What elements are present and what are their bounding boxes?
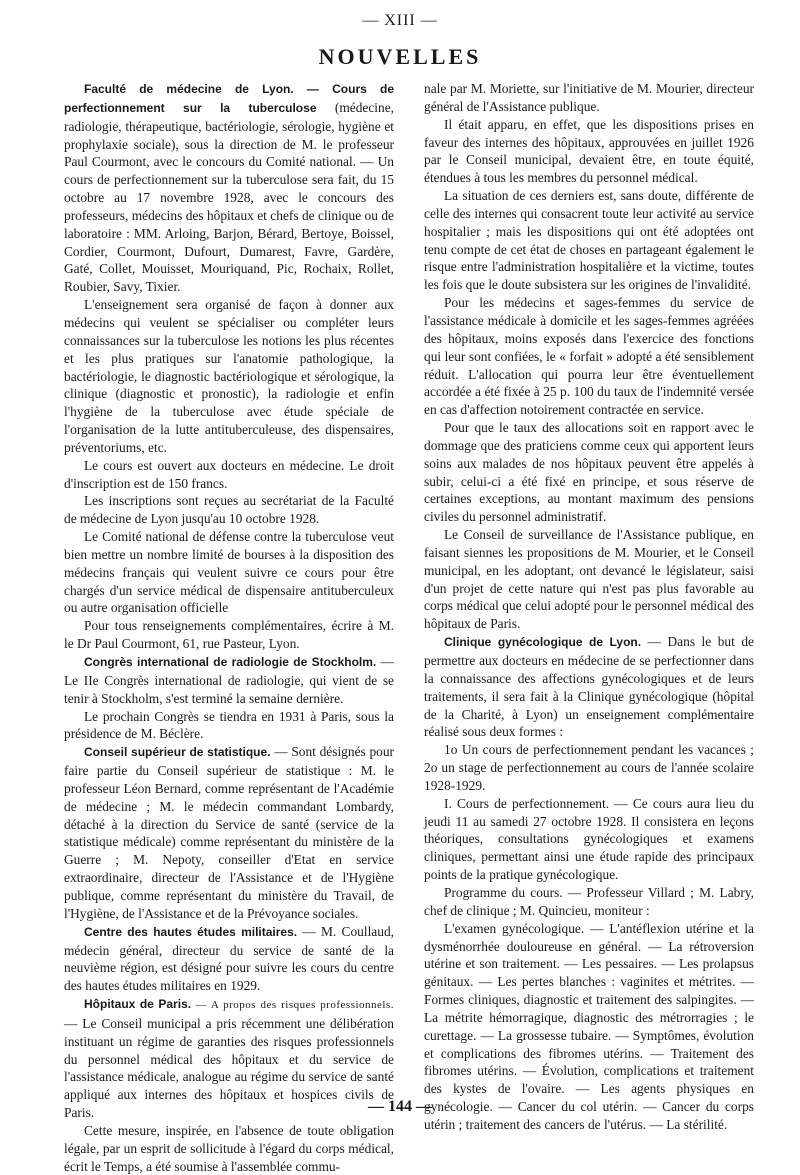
congres-heading: Congrès international de radiologie de Stockholm. — [84, 655, 377, 669]
centre-heading: Centre des hautes études militaires. — [84, 924, 298, 939]
hopitaux-text: — Le Conseil municipal a pris récemment une délibération instituant un régime de garanties des risques professionnels du personnel médical des hôpitaux et du service de l'assistance médicale, analogue au régime du service de santé appliqué aux internes des hôpitaux et hospices civils de Paris. — [64, 1015, 394, 1121]
clinique-paragraph-2: 1o Un cours de perfectionnement pendant les vacances ; 2o un stage de perfectionnement au cours de l'année scolaire 1928-1929. — [424, 742, 754, 793]
right-paragraph-6: Le Conseil de surveillance de l'Assistance publique, en faisant siennes les propositions de M. Mourier, et le Conseil municipal, en les adoptant, ont devancé le législateur, saisi d'un projet de cette nature qui n'est pas plus favorable au corps médical que celui adopté pour le personnel médical des hôpitaux de Paris. — [424, 527, 754, 632]
faculte-paragraph-3: Le cours est ouvert aux docteurs en médecine. Le droit d'inscription est de 150 francs. — [64, 457, 394, 491]
faculte-article — [64, 80, 394, 296]
clinique-text: — Dans le but de permettre aux docteurs en médecine de se perfectionner dans la connaissance des affections gynécologiques et de leurs traitements, il sera fait à la Clinique gynécologique (hôpital de la Charité, à Lyon) un enseignement complémentaire réalisé sous deux formes : — [424, 634, 754, 740]
faculte-heading: Faculté de médecine de Lyon. — Cours de perfectionnement sur la tuberculose — [64, 82, 394, 115]
clinique-article — [424, 633, 754, 741]
faculte-text: (médecine, radiologie, thérapeutique, bactériologie, sérologie, hygiène et prophylaxie sociale), sous la direction de M. le professeur Paul Courmont, avec le concours du Comité national. — Un cours de perfectionnement sur la tuberculose sera fait, du 15 octobre au 17 novembre 1928, avec le concours des professeurs, médecins des hôpitaux et chefs de clinique ou de laboratoire : MM. Arloing, Barjon, Bérard, Bertoye, Boissel, Cordier, Courmont, Dufourt, Dumarest, Favre, Gardère, Gaté, Collet, Mouisset, Mouriquand, Pic, Rochaix, Rollet, Roubier, Savy, Tixier. — [64, 99, 394, 295]
conseil-article — [64, 743, 394, 922]
page-number: — 144 — — [368, 1098, 432, 1115]
hopitaux-paragraph-2: Cette mesure, inspirée, en l'absence de toute obligation légale, par un esprit de sollicitude à l'égard du corps médical, écrit le Temps, a été soumise à l'assemblée commu- — [64, 1122, 394, 1174]
faculte-paragraph-4: Les inscriptions sont reçues au secrétariat de la Faculté de médecine de Lyon jusqu'au 10 octobre 1928. — [64, 493, 394, 527]
congres-article — [64, 653, 394, 708]
right-paragraph-3: La situation de ces derniers est, sans doute, différente de celle des internes qui consacrent toute leur activité au service hospitalier ; mais les dispositions qui ont été adoptées ont tenu compte de cet état de choses en partageant également le risque entre l'administration hospitalière et la victime, toutes les fois que le doute subsistera sur les origines de l'invalidité. — [424, 188, 754, 293]
faculte-paragraph-5: Le Comité national de défense contre la tuberculose veut bien mettre un nombre limité de bourses à la disposition des médecins français qui veulent suivre ce cours pour être chargés d'un service médical de dispensaire antituberculeux ou autre organisation officielle — [64, 529, 394, 616]
faculte-paragraph-6: Pour tous renseignements complémentaires, écrire à M. le Dr Paul Courmont, 61, rue Pasteur, Lyon. — [64, 618, 394, 652]
conseil-heading: Conseil supérieur de statistique. — [84, 745, 271, 760]
faculte-paragraph-2: L'enseignement sera organisé de façon à donner aux médecins qui veulent se spécialiser ou compléter leurs connaissances sur la tuberculose les notions les plus récentes et les plus pratiques sur l'anatomie pathologique, la bactériologie, le diagnostic bactériologique et sérologique, la clinique (diagnostic et pronostic), la radiologie et enfin l'hygiène de la tuberculose avec étude spéciale de l'organisation de la lutte antituberculeuse, des dispensaires, préventoriums, etc. — [64, 297, 394, 455]
clinique-heading: Clinique gynécologique de Lyon. — [444, 635, 642, 650]
cours-paragraph: I. Cours de perfectionnement. — Ce cours aura lieu du jeudi 11 au samedi 27 octobre 1928. Il consistera en leçons théoriques, consultations gynécologiques et examens cliniques, permettant ainsi une étude rapide des principaux points de la pratique gynécologique. — [424, 795, 754, 883]
hopitaux-continuation: nale par M. Moriette, sur l'initiative de M. Mourier, directeur général de l'Assistance publique. — [424, 81, 754, 114]
right-paragraph-5: Pour que le taux des allocations soit en rapport avec le dommage que des praticiens comme ceux qui apportent leurs soins aux malades de nos hôpitaux peuvent être appelés à subir, celui-ci a été fixé en principe, et sous réserve de certaines exceptions, au montant maximum des pensions civiles du personnel administratif. — [424, 420, 754, 525]
section-title: NOUVELLES — [318, 44, 482, 69]
hopitaux-subtitle: — A propos des risques professionnels. — [191, 999, 394, 1012]
programme-list: L'examen gynécologique. — L'antéflexion utérine et la dysménorrhée douloureuse en général. — La rétroversion utérine et son traitement. — Les pessaires. — Les prolapsus génitaux. — Les pertes blanches : vaginites et métrites. — Formes cliniques, diagnostic et traitement des salpingites. — La métrite hémorragique, diagnostic des métrorragies ; le curettage. — La grossesse tubaire. — Symptômes, évolution et complications des fibromes utérins. — Traitement des fibromes utérins. — Évolution, complications et traitement des kystes de l'ovaire. — Les agents physiques en gynécologie. — Cancer du col utérin. — Cancer du corps utérin ; traitement des cancers de l'utérus. — La stérilité. — [424, 920, 754, 1132]
centre-text: — M. Coullaud, médecin général, directeur du service de santé de la neuvième région, est désigné pour suivre les cours du centre des hautes études militaires en 1929. — [64, 923, 394, 994]
programme-paragraph: Programme du cours. — Professeur Villard ; M. Labry, chef de clinique ; M. Quincieu, moniteur : — [424, 884, 754, 918]
right-paragraph-2: Il était apparu, en effet, que les dispositions prises en faveur des internes des hôpitaux, approuvées en juillet 1926 par le Conseil municipal, devaient être, en toute équité, étendues à tous les membres du personnel médical. — [424, 116, 754, 186]
right-paragraph-4: Pour les médecins et sages-femmes du service de l'assistance médicale à domicile et les sages-femmes agréées des hôpitaux, moins exposés dans l'exercice des fonctions qui leur sont confiées, le « forfait » adopté a été sensiblement réduit. L'allocation qui pourra leur être éventuellement accordée a été fixée à 25 p. 100 du taux de l'indemnité versée en cas d'affection notoirement contractée en service. — [424, 295, 754, 418]
right-column — [424, 80, 754, 1134]
hopitaux-heading: Hôpitaux de Paris. — [84, 997, 192, 1012]
congres-paragraph-2: Le prochain Congrès se tiendra en 1931 à Paris, sous la présidence de M. Béclère. — [64, 708, 394, 742]
roman-page-number: — XIII — — [362, 12, 438, 29]
congres-text: — Le IIe Congrès international de radiologie, qui vient de se tenir à Stockholm, s'est terminé la semaine dernière. — [64, 654, 394, 706]
conseil-text: — Sont désignés pour faire partie du Conseil supérieur de statistique : M. le professeur Léon Bernard, comme représentant de l'Académie de médecine ; M. le médecin commandant Lombardy, détaché à la direction du Service de santé (service de la statistique médicale) comme représentant du ministère de la Guerre ; M. Nepoty, conseiller d'Etat en service extraordinaire, directeur de l'Assistance et de l'Hygiène publique, comme représentant du ministère du Travail, de l'Hygiène, de l'Assistance et de la Prévoyance sociales. — [64, 744, 394, 921]
centre-article — [64, 923, 394, 995]
left-column — [64, 80, 394, 1175]
